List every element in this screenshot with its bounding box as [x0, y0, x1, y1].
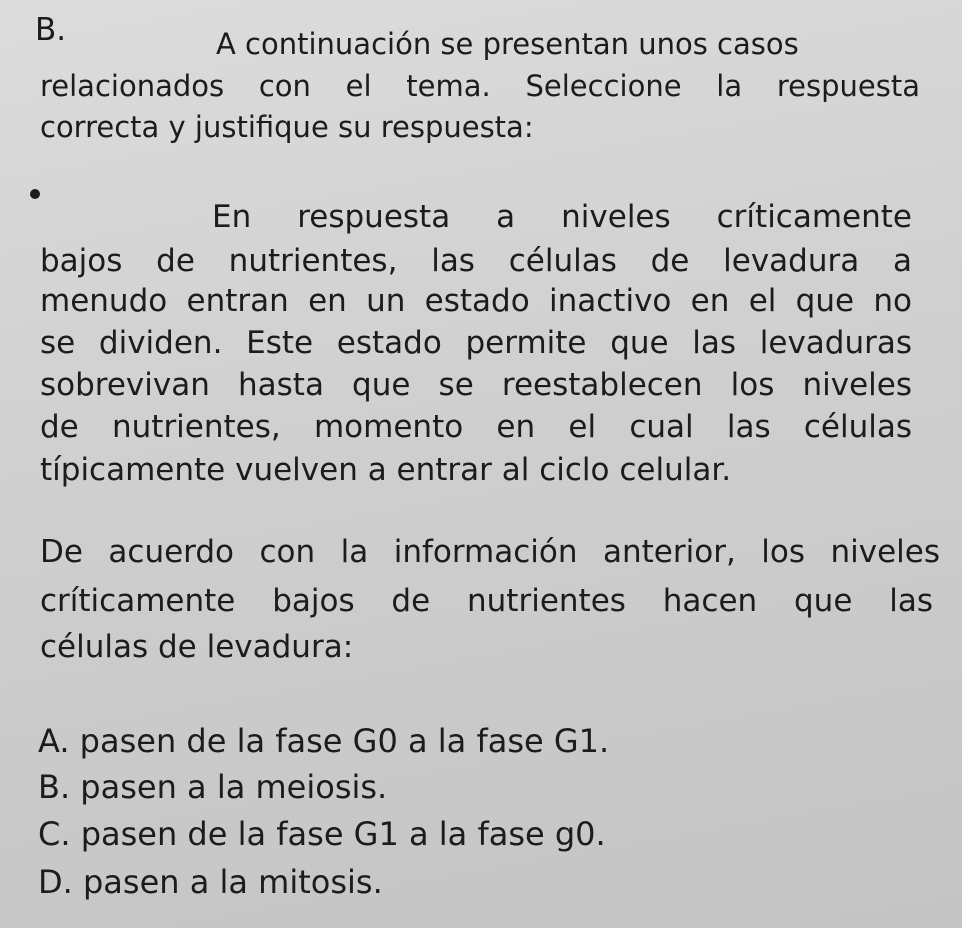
bullet-marker — [30, 189, 40, 199]
option-b: B. pasen a la meiosis. — [38, 768, 388, 806]
question-line-3: células de levadura: — [40, 629, 354, 665]
case-line-7: típicamente vuelven a entrar al ciclo celular. — [40, 452, 732, 488]
question-line-1: De acuerdo con la información anterior, los niveles — [40, 534, 940, 570]
option-d: D. pasen a la mitosis. — [38, 863, 383, 901]
intro-line-2: relacionados con el tema. Seleccione la respuesta — [40, 69, 920, 103]
option-a: A. pasen de la fase G0 a la fase G1. — [38, 722, 610, 760]
case-line-4: se dividen. Este estado permite que las levaduras — [40, 325, 912, 361]
option-c: C. pasen de la fase G1 a la fase g0. — [38, 815, 606, 853]
case-line-6: de nutrientes, momento en el cual las células — [40, 409, 912, 445]
question-line-2: críticamente bajos de nutrientes hacen que las — [40, 583, 933, 619]
case-line-1: En respuesta a niveles críticamente — [212, 199, 912, 235]
case-line-2: bajos de nutrientes, las células de levadura a — [40, 243, 912, 279]
case-line-5: sobrevivan hasta que se reestablecen los niveles — [40, 367, 912, 403]
intro-line-1: A continuación se presentan unos casos — [216, 27, 799, 61]
case-line-3: menudo entran en un estado inactivo en el que no — [40, 283, 912, 319]
intro-line-3: correcta y justifique su respuesta: — [40, 110, 534, 144]
section-label: B. — [35, 12, 67, 48]
